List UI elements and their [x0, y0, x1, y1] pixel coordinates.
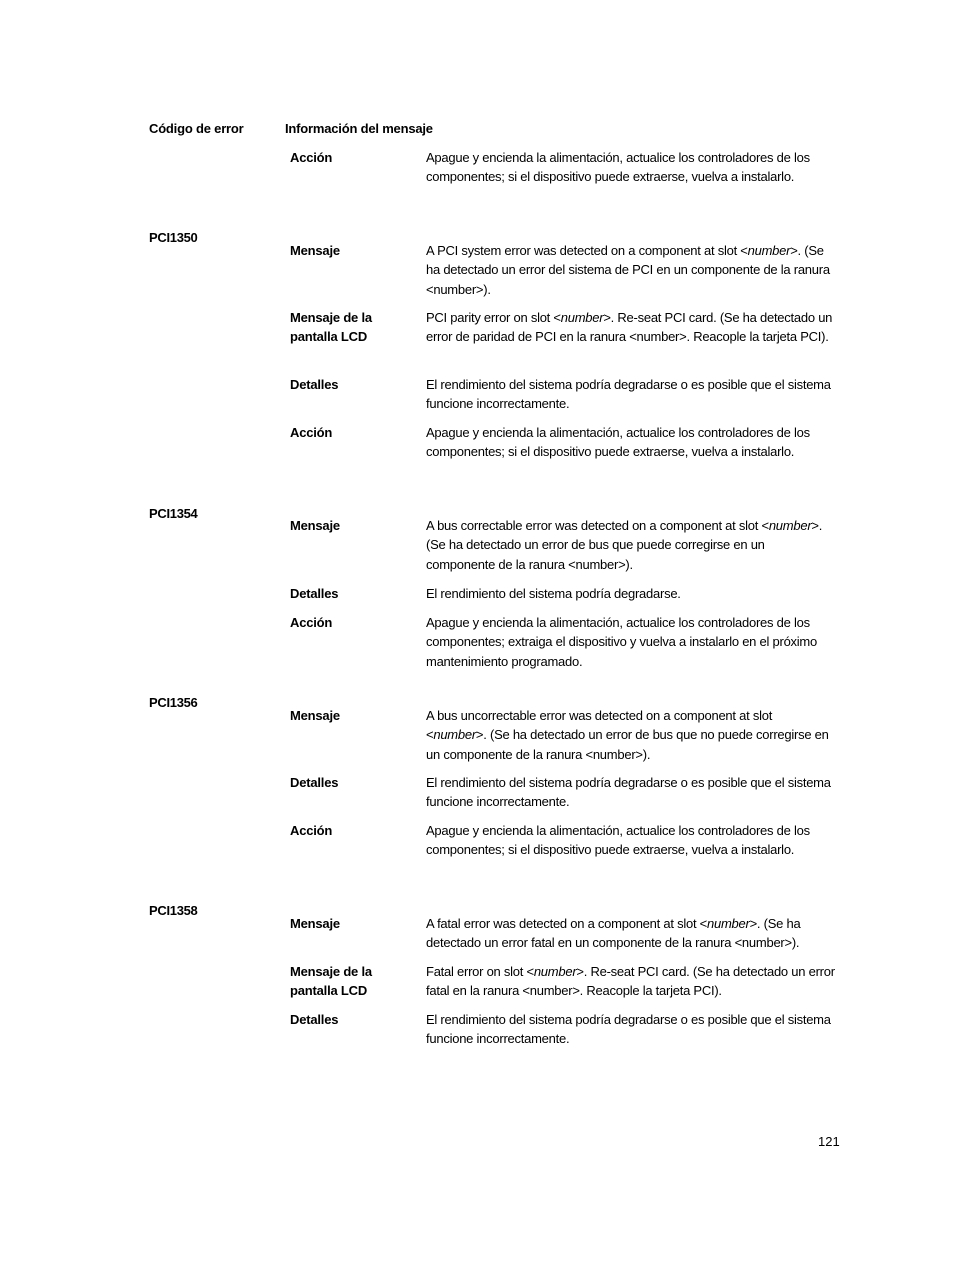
error-code: PCI1356	[149, 695, 198, 710]
row-label: Mensaje	[290, 518, 340, 533]
row-label: Acción	[290, 615, 333, 630]
error-code: PCI1350	[149, 230, 198, 245]
row-text: El rendimiento del sistema podría degradarse o es posible que el sistema funcione incorrectamente.	[426, 377, 831, 412]
page-number: 121	[818, 1134, 840, 1149]
row-text: Apague y encienda la alimentación, actualice los controladores de los componentes; si el dispositivo puede extraerse, vuelva a instalarlo.	[426, 150, 810, 185]
row-text: Fatal error on slot <number>. Re-seat PCI card. (Se ha detectado un error fatal en la ranura <number>. Reacople la tarjeta PCI).	[426, 964, 835, 999]
error-code: PCI1358	[149, 903, 198, 918]
row-label: Mensaje de la pantalla LCD	[290, 964, 372, 999]
row-label: Acción	[290, 425, 333, 440]
row-label: Detalles	[290, 775, 339, 790]
row-text: El rendimiento del sistema podría degradarse o es posible que el sistema funcione incorrectamente.	[426, 775, 831, 810]
column-header-message-info: Información del mensaje	[285, 121, 433, 136]
row-label: Acción	[290, 150, 333, 165]
row-text: A bus correctable error was detected on a component at slot <number>. (Se ha detectado un error de bus que puede corregirse en un componente de la ranura <number>).	[426, 518, 823, 572]
row-label: Detalles	[290, 586, 339, 601]
column-header-error-code: Código de error	[149, 121, 244, 136]
row-label: Mensaje	[290, 708, 340, 723]
row-text: Apague y encienda la alimentación, actualice los controladores de los componentes; extraiga el dispositivo y vuelva a instalarlo en el próximo mantenimiento programado.	[426, 615, 817, 669]
row-label: Mensaje	[290, 916, 340, 931]
row-label: Detalles	[290, 377, 339, 392]
row-label: Mensaje de la pantalla LCD	[290, 310, 372, 345]
row-label: Acción	[290, 823, 333, 838]
row-label: Mensaje	[290, 243, 340, 258]
row-text: PCI parity error on slot <number>. Re-seat PCI card. (Se ha detectado un error de paridad de PCI en la ranura <number>. Reacople la tarjeta PCI).	[426, 310, 833, 345]
row-text: Apague y encienda la alimentación, actualice los controladores de los componentes; si el dispositivo puede extraerse, vuelva a instalarlo.	[426, 823, 810, 858]
row-text: Apague y encienda la alimentación, actualice los controladores de los componentes; si el dispositivo puede extraerse, vuelva a instalarlo.	[426, 425, 810, 460]
row-text: A fatal error was detected on a component at slot <number>. (Se ha detectado un error fatal en un componente de la ranura <number>).	[426, 916, 801, 951]
row-text: El rendimiento del sistema podría degradarse.	[426, 586, 681, 601]
row-text: A bus uncorrectable error was detected on a component at slot <number>. (Se ha detectado un error de bus que no puede corregirse en un componente de la ranura <number>).	[426, 708, 829, 762]
error-code: PCI1354	[149, 506, 198, 521]
row-text: El rendimiento del sistema podría degradarse o es posible que el sistema funcione incorrectamente.	[426, 1012, 831, 1047]
row-label: Detalles	[290, 1012, 339, 1027]
row-text: A PCI system error was detected on a component at slot <number>. (Se ha detectado un error del sistema de PCI en un componente de la ranura <number>).	[426, 243, 830, 297]
